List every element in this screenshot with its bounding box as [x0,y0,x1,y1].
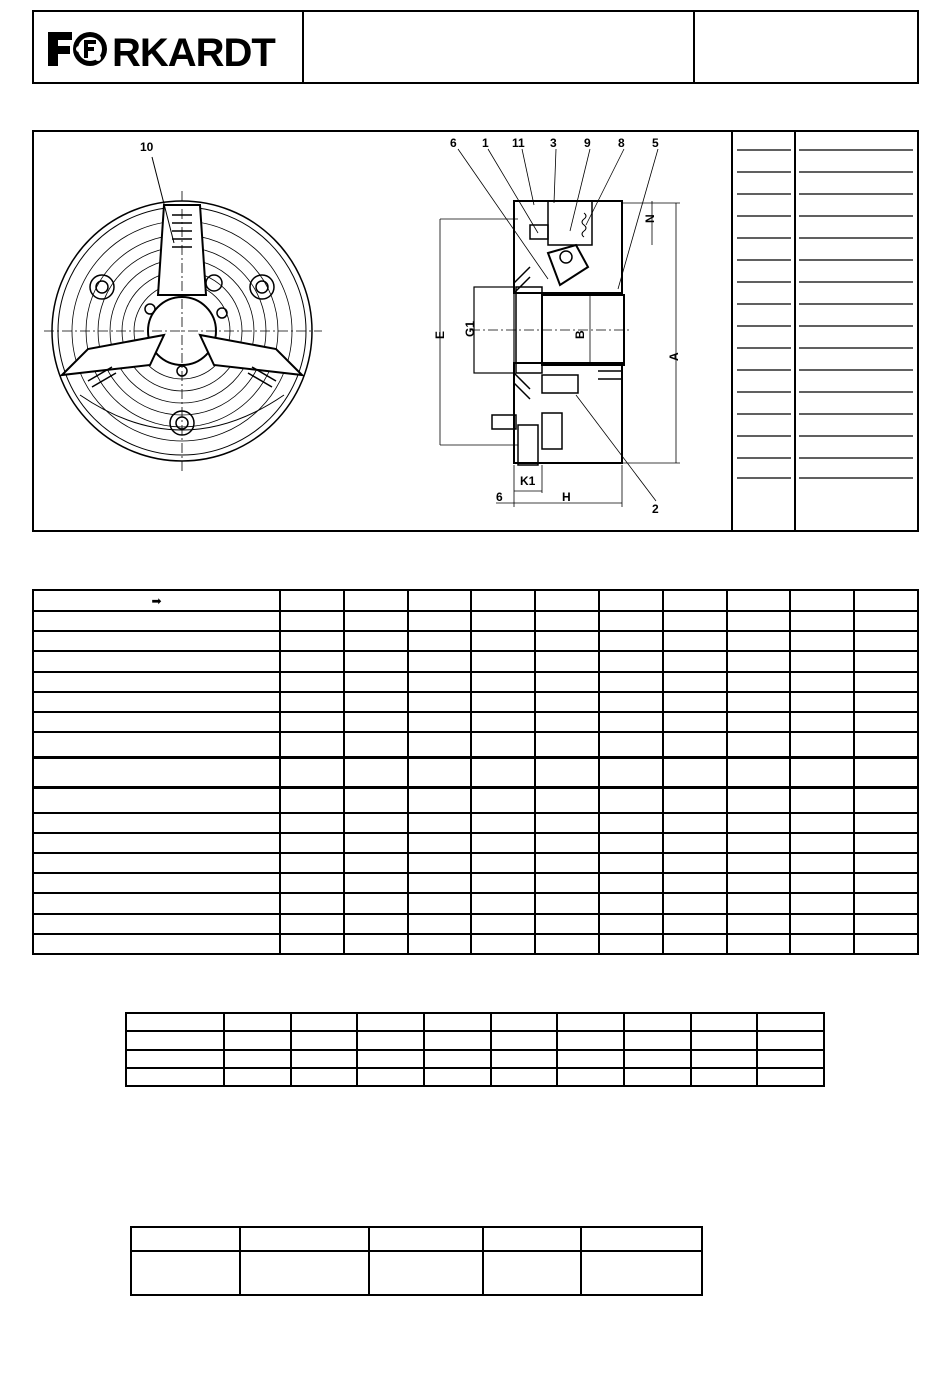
header-frame [32,10,919,84]
chuck-front-view [40,135,330,475]
header-cell-arrow [33,590,280,611]
dim-N: N [643,214,657,223]
callout-1: 1 [482,136,489,150]
parts-legend-lines [733,130,917,530]
header-divider-1 [302,12,304,82]
callout-11: 11 [512,136,525,150]
secondary-table [125,1012,825,1087]
header-divider-2 [693,12,695,82]
footer-table [130,1226,703,1296]
dim-A: A [667,352,681,361]
chuck-section-view [430,135,730,525]
dim-6: 6 [496,490,503,504]
specification-table [32,589,919,955]
dim-G1: G1 [463,320,477,337]
svg-text:RKARDT: RKARDT [112,31,275,70]
callout-9: 9 [584,136,591,150]
dim-E: E [433,330,447,339]
company-logo [46,28,294,70]
callout-2: 2 [652,502,659,516]
callout-6: 6 [450,136,457,150]
callout-8: 8 [618,136,625,150]
logo-svg [46,28,294,70]
callout-3: 3 [550,136,557,150]
dim-K1: K1 [520,474,536,488]
callout-5: 5 [652,136,659,150]
callout-10: 10 [140,140,154,154]
right-arrow-icon: ➡ [151,593,162,608]
dim-H: H [562,490,571,504]
dim-B: B [573,330,587,339]
